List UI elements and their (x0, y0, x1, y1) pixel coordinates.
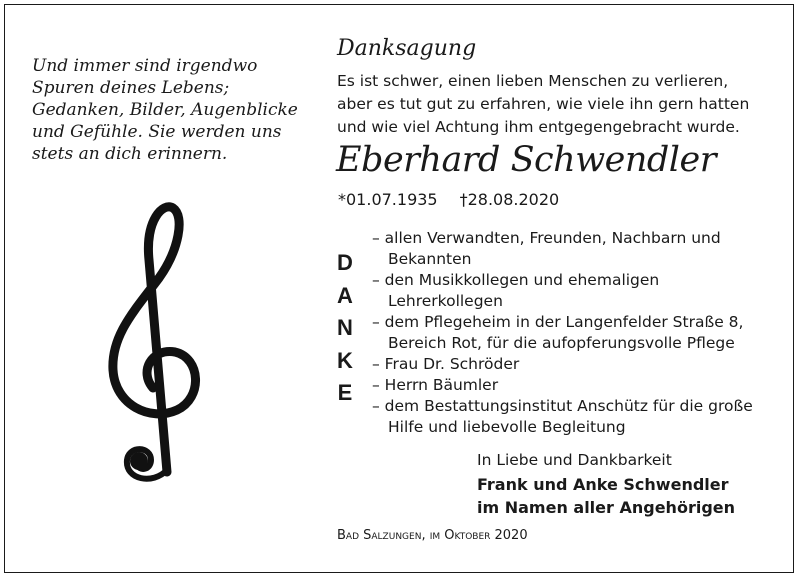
regards: In Liebe und Dankbarkeit (477, 451, 672, 469)
death-date: †28.08.2020 (459, 190, 560, 209)
thanks-line: – dem Pflegeheim in der Langenfelder Straße 8, (372, 313, 744, 331)
intro-line: aber es tut gut zu erfahren, wie viele ihn gern hatten (337, 95, 750, 113)
danke-column (333, 250, 357, 413)
thanks-line: – Herrn Bäumler (372, 376, 499, 394)
heading: Danksagung (337, 36, 477, 61)
intro-text (337, 70, 757, 139)
poem-line: Spuren deines Lebens; (32, 78, 230, 98)
thanks-line: Hilfe und liebevolle Begleitung (388, 418, 626, 436)
life-dates (338, 190, 581, 209)
intro-line: Es ist schwer, einen lieben Menschen zu verlieren, (337, 72, 729, 90)
deceased-name: Eberhard Schwendler (336, 140, 716, 180)
thanks-line: – allen Verwandten, Freunden, Nachbarn und (372, 229, 721, 247)
danke-letter: A (337, 282, 353, 308)
treble-clef-icon (105, 200, 215, 490)
poem-line: und Gefühle. Sie werden uns (32, 122, 282, 142)
signer-line: im Namen aller Angehörigen (477, 498, 736, 517)
poem (32, 55, 298, 165)
signer-line: Frank und Anke Schwendler (477, 475, 729, 494)
thanks-line: Bekannten (388, 250, 472, 268)
thanks-line: Bereich Rot, für die aufopferungsvolle Pflege (388, 334, 735, 352)
thanks-line: – dem Bestattungsinstitut Anschütz für die große (372, 397, 753, 415)
thanks-line: – den Musikkollegen und ehemaligen (372, 271, 660, 289)
danke-letter: D (337, 250, 353, 275)
signers (477, 473, 735, 519)
danke-letter: K (337, 347, 353, 373)
place-date: Bad Salzungen, im Oktober 2020 (337, 528, 528, 543)
poem-line: Und immer sind irgendwo (32, 56, 258, 76)
birth-date: *01.07.1935 (338, 190, 438, 209)
thanks-line: – Frau Dr. Schröder (372, 355, 520, 373)
thanks-line: Lehrerkollegen (388, 292, 503, 310)
poem-line: stets an dich erinnern. (32, 144, 228, 164)
thanks-list (372, 228, 772, 438)
poem-line: Gedanken, Bilder, Augenblicke (32, 100, 298, 120)
intro-line: und wie viel Achtung ihm entgegengebracht wurde. (337, 118, 740, 136)
danke-letter: N (337, 315, 353, 340)
danke-letter: E (337, 380, 353, 405)
